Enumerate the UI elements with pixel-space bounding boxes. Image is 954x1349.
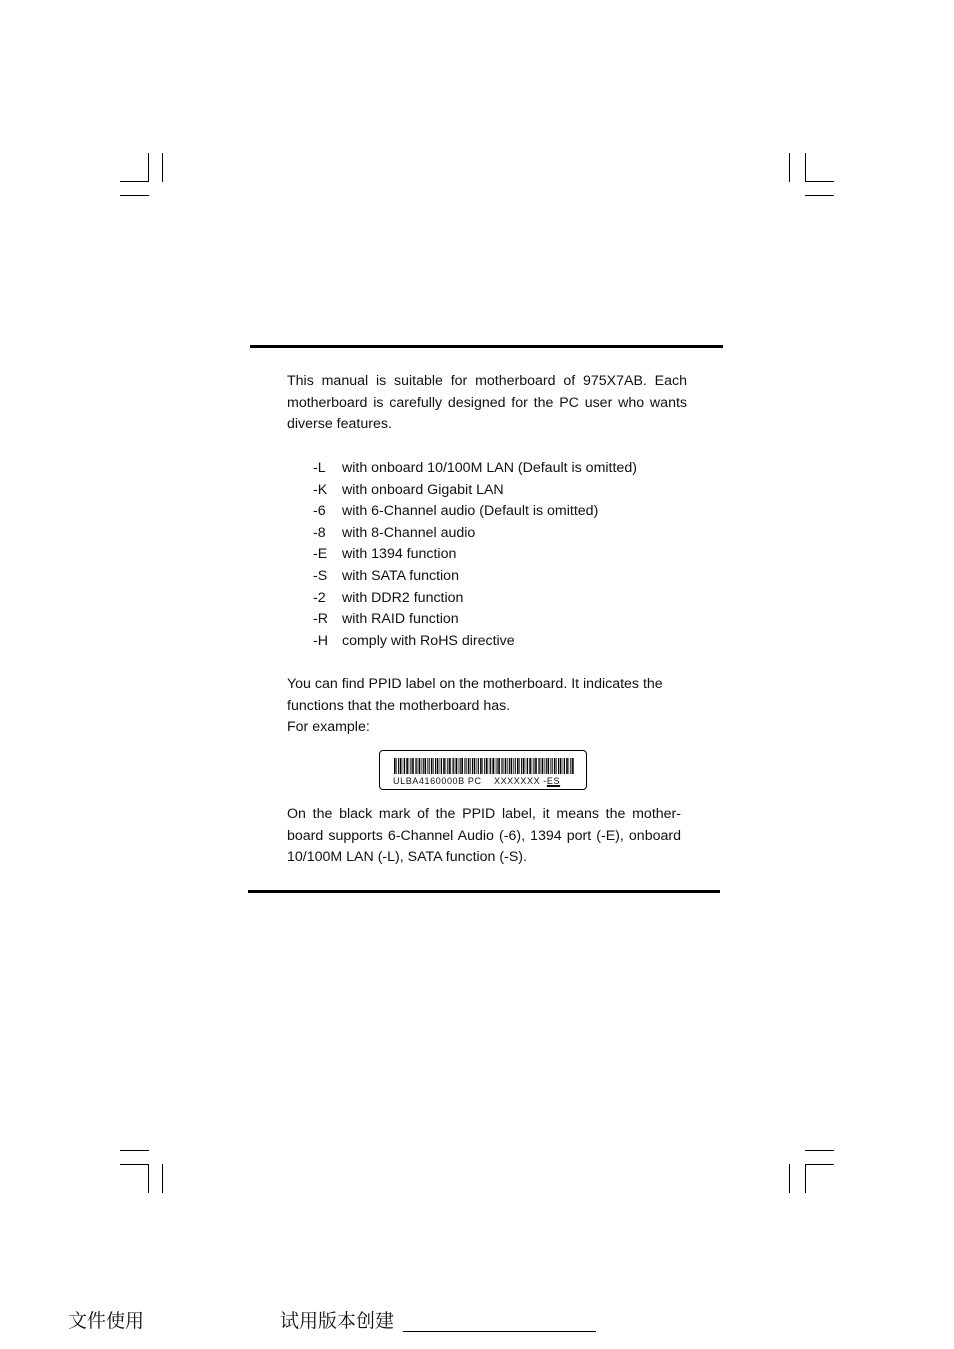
crop-mark [805, 1150, 834, 1151]
barcode-bar [546, 758, 547, 774]
barcode-bar [425, 758, 427, 774]
list-item [313, 458, 637, 480]
list-item [313, 480, 637, 502]
barcode-bar [544, 758, 545, 774]
barcode-bar [558, 758, 559, 774]
barcode-bar [458, 758, 459, 774]
barcode-bar [474, 758, 476, 774]
list-item [313, 609, 637, 631]
barcode-bar [521, 758, 522, 774]
option-code: -L [313, 460, 326, 476]
barcode-bar [495, 758, 496, 774]
barcode-bar [421, 758, 422, 774]
intro-paragraph: This manual is suitable for motherboard of 975X7AB. Each motherboard is carefully designed for the PC user who wants diverse features. [287, 373, 687, 433]
barcode-bar [535, 758, 537, 774]
crop-mark [120, 1164, 149, 1165]
barcode-bar [560, 758, 562, 774]
crop-mark [805, 181, 834, 182]
barcode-bar [409, 758, 410, 774]
option-desc: with DDR2 function [342, 589, 464, 606]
barcode-bar [484, 758, 485, 774]
crop-mark [805, 153, 806, 182]
barcode-bar [519, 758, 520, 774]
option-code: -E [313, 546, 328, 563]
barcode-bar [563, 758, 564, 774]
barcode-bar [460, 758, 461, 774]
footer-left-text: 文件使用 [68, 1310, 145, 1332]
option-desc: with 6-Channel audio (Default is omitted) [342, 503, 599, 520]
crop-mark [789, 153, 790, 182]
option-code: -S [313, 567, 328, 584]
crop-mark [805, 1164, 806, 1193]
barcode-bar [517, 758, 519, 774]
footer-right-text: 试用版本创建 [280, 1310, 395, 1332]
barcode-bar [564, 758, 565, 774]
list-item [313, 544, 637, 566]
barcode-bar [429, 758, 430, 774]
barcode-bar [470, 758, 471, 774]
barcode-bar [452, 758, 453, 774]
example-label: For example: [287, 719, 370, 735]
top-rule [250, 345, 723, 348]
option-code: -8 [313, 524, 326, 541]
barcode-bar [440, 758, 441, 774]
barcode-bar [539, 758, 540, 774]
barcode-bar [447, 758, 448, 774]
crop-mark [789, 1164, 790, 1193]
barcode-bar [435, 758, 436, 774]
barcode-bar [566, 758, 568, 774]
barcode-bar [400, 758, 402, 774]
ppid-serial: XXXXXXX - [493, 776, 547, 786]
barcode-bar [527, 758, 528, 774]
crop-mark [120, 195, 149, 196]
ppid-black-mark: ES [546, 776, 561, 786]
barcode-bar [441, 758, 442, 774]
option-desc: with 1394 function [342, 546, 457, 563]
barcode-bar [433, 758, 434, 774]
barcode-bar [456, 758, 458, 774]
barcode-bar [533, 758, 534, 774]
barcode-bar [478, 758, 479, 774]
barcode-bar [443, 758, 445, 774]
barcode-bar [477, 758, 478, 774]
barcode-bar [464, 758, 465, 774]
crop-mark [805, 1164, 834, 1165]
barcode-bar [446, 758, 447, 774]
option-desc: with RAID function [342, 611, 459, 628]
option-code: -H [313, 632, 328, 649]
option-code: -R [313, 611, 328, 628]
barcode-bar [403, 758, 404, 774]
barcode-bar [523, 758, 525, 774]
barcode-bar [419, 758, 421, 774]
barcode-bar [511, 758, 513, 774]
barcode-bar [398, 758, 399, 774]
barcode-bar [396, 758, 397, 774]
barcode-bar [570, 758, 571, 774]
barcode-bar [505, 758, 507, 774]
list-item [313, 566, 637, 588]
barcode-bar [394, 758, 396, 774]
barcode-bar [509, 758, 510, 774]
barcode-bar [468, 758, 470, 774]
barcode-bar [482, 758, 483, 774]
barcode-bar [501, 758, 502, 774]
option-desc: with SATA function [342, 567, 459, 584]
barcode-bar [437, 758, 439, 774]
barcode-bar [423, 758, 424, 774]
explanation-paragraph: On the black mark of the PPID label, it means the mother-board supports 6-Channel Audio (-6), 1394 port (-E), onboard 10/100M LAN (-L), SATA function (-S). [287, 806, 681, 866]
barcode-bar [497, 758, 498, 774]
barcode-bar [427, 758, 428, 774]
barcode-bar [466, 758, 467, 774]
list-item [313, 631, 637, 653]
list-item [313, 501, 637, 523]
barcode-bar [498, 758, 500, 774]
barcode-bar [548, 758, 550, 774]
crop-mark [805, 195, 834, 196]
barcode-bar [412, 758, 414, 774]
crop-mark [120, 181, 149, 182]
barcode-bar [431, 758, 433, 774]
option-desc: comply with RoHS directive [342, 632, 515, 649]
barcode-bar [472, 758, 473, 774]
crop-mark [162, 1164, 163, 1193]
barcode-bar [461, 758, 463, 774]
barcode-bar [480, 758, 482, 774]
barcode-bar [416, 758, 417, 774]
barcode-bar [532, 758, 533, 774]
list-item [313, 588, 637, 610]
barcode-bar [406, 758, 408, 774]
crop-mark [120, 1150, 149, 1151]
barcode-bar [410, 758, 411, 774]
ppid-part-number: ULBA4160000B PC [393, 776, 482, 786]
crop-mark [148, 1164, 149, 1193]
barcode-bar [542, 758, 544, 774]
barcode-bar [486, 758, 488, 774]
option-list [313, 458, 637, 652]
barcode-bar [572, 758, 574, 774]
barcode-bar [526, 758, 527, 774]
barcode-bar [538, 758, 539, 774]
option-code: -2 [313, 589, 326, 606]
barcode-bar [529, 758, 531, 774]
barcode-bar [415, 758, 416, 774]
barcode-bar [453, 758, 454, 774]
ppid-intro-paragraph: You can find PPID label on the motherboard. It indicates the functions that the motherboard has. [287, 676, 663, 714]
crop-mark [162, 153, 163, 182]
option-code: -K [313, 481, 328, 498]
option-desc: with onboard Gigabit LAN [342, 481, 504, 498]
barcode-bar [552, 758, 553, 774]
ppid-text [393, 776, 560, 787]
list-item [313, 523, 637, 545]
barcode-bar [554, 758, 556, 774]
barcode-bar [449, 758, 451, 774]
barcode-bar [492, 758, 494, 774]
barcode-bar [513, 758, 514, 774]
crop-mark [148, 153, 149, 182]
option-desc: with onboard 10/100M LAN (Default is omitted) [342, 460, 637, 476]
barcode-bar [404, 758, 405, 774]
option-code: -6 [313, 503, 326, 520]
barcode-bar [556, 758, 557, 774]
bottom-rule [248, 890, 720, 893]
barcode-bar [489, 758, 490, 774]
ppid-label [379, 750, 587, 790]
footer-underline [403, 1331, 596, 1332]
barcode-bar [550, 758, 551, 774]
barcode-bar [515, 758, 516, 774]
barcode-bar [502, 758, 503, 774]
barcode-bar [507, 758, 508, 774]
barcode-bar [490, 758, 491, 774]
barcode-image [394, 758, 574, 774]
option-desc: with 8-Channel audio [342, 524, 476, 541]
barcode-bar [569, 758, 570, 774]
